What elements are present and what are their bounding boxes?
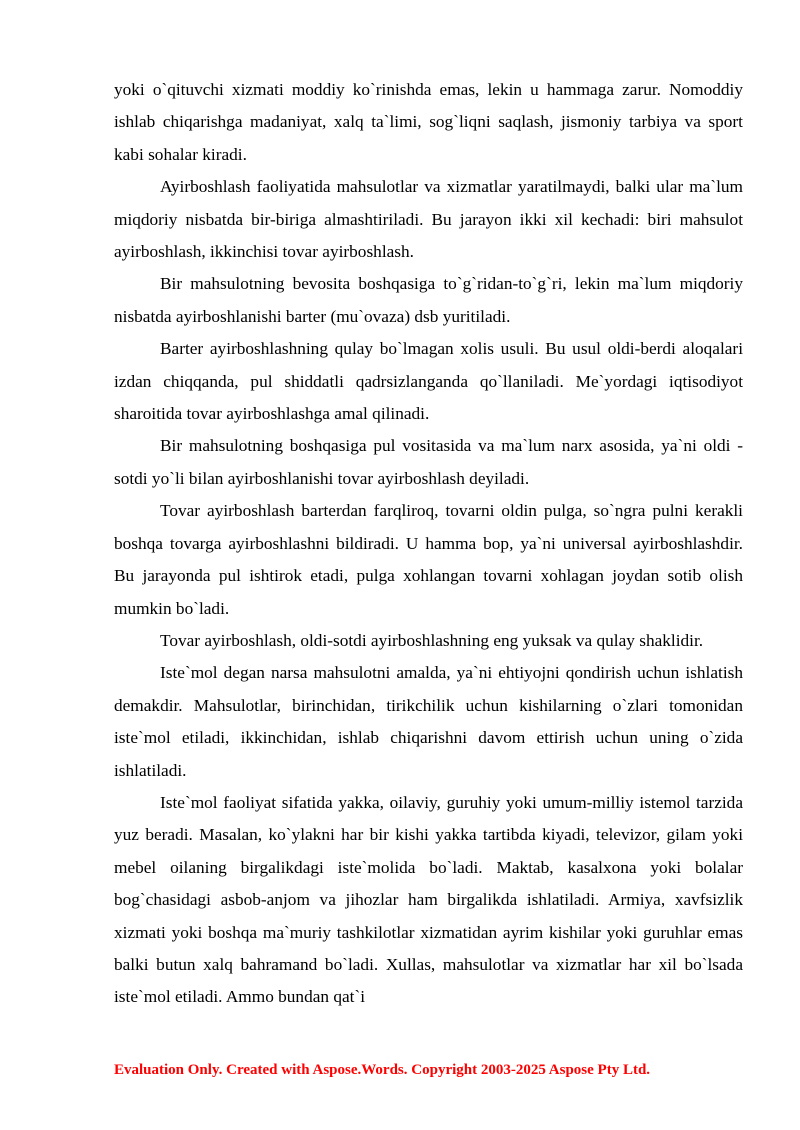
paragraph-6: Tovar ayirboshlash barterdan farqliroq, tovarni oldin pulga, so`ngra pulni kerakli boshqa tovarga ayirboshlashni bildiradi. U hamma bop, ya`ni universal ayirboshlashdir. Bu jarayonda pul ishtirok etadi, pulga xohlangan tovarni xohlagan joydan sotib olish mumkin bo`ladi. (114, 501, 743, 618)
evaluation-watermark-footer: Evaluation Only. Created with Aspose.Words. Copyright 2003-2025 Aspose Pty Ltd. (114, 1062, 651, 1078)
paragraph-8: Iste`mol degan narsa mahsulotni amalda, ya`ni ehtiyojni qondirish uchun ishlatish demakdir. Mahsulotlar, birinchidan, tirikchilik uchun kishilarning o`zlari tomonidan iste`mol etiladi, ikkinchidan, ishlab chiqarishni davom ettirish uchun uning o`zida ishlatiladi. (114, 663, 743, 780)
paragraph-1: yoki o`qituvchi xizmati moddiy ko`rinishda emas, lekin u hammaga zarur. Nomoddiy ishlab chiqarishga madaniyat, xalq ta`limi, sog`liqni saqlash, jismoniy tarbiya va sport kabi sohalar kiradi. (114, 80, 743, 164)
paragraph-2: Ayirboshlash faoliyatida mahsulotlar va xizmatlar yaratilmaydi, balki ular ma`lum miqdoriy nisbatda bir-biriga almashtiriladi. Bu jarayon ikki xil kechadi: biri mahsulot ayirboshlash, ikkinchisi tovar ayirboshlash. (114, 177, 743, 262)
paragraph-3: Bir mahsulotning bevosita boshqasiga to`g`ridan-to`g`ri, lekin ma`lum miqdoriy nisbatda ayirboshlanishi barter (mu`ovaza) dsb yuritiladi. (114, 274, 743, 326)
paragraph-5: Bir mahsulotning boshqasiga pul vositasida va ma`lum narx asosida, ya`ni oldi - sotdi yo`li bilan ayirboshlanishi tovar ayirboshlash deyiladi. (114, 436, 743, 488)
paragraph-4: Barter ayirboshlashning qulay bo`lmagan xolis usuli. Bu usul oldi-berdi aloqalari izdan chiqqanda, pul shiddatli qadrsizlanganda qo`llaniladi. Me`yordagi iqtisodiyot sharoitida tovar ayirboshlashga amal qilinadi. (114, 339, 743, 424)
paragraph-7: Tovar ayirboshlash, oldi-sotdi ayirboshlashning eng yuksak va qulay shaklidir. (160, 630, 704, 650)
document-body (114, 74, 743, 1014)
paragraph-9: Iste`mol faoliyat sifatida yakka, oilaviy, guruhiy yoki umum-milliy istemol tarzida yuz beradi. Masalan, ko`ylakni har bir kishi yakka tartibda kiyadi, televizor, gilam yoki mebel oilaning birgalikdagi iste`molida bo`ladi. Maktab, kasalxona yoki bolalar bog`chasidagi asbob-anjom va jihozlar ham birgalikda ishlatiladi. Armiya, xavfsizlik xizmati yoki boshqa ma`muriy tashkilotlar xizmatidan ayrim kishilar yoki guruhlar emas balki butun xalq bahramand bo`ladi. Xullas, mahsulotlar va xizmatlar har xil bo`lsada iste`mol etiladi. Ammo bundan qat`i (114, 792, 743, 1007)
